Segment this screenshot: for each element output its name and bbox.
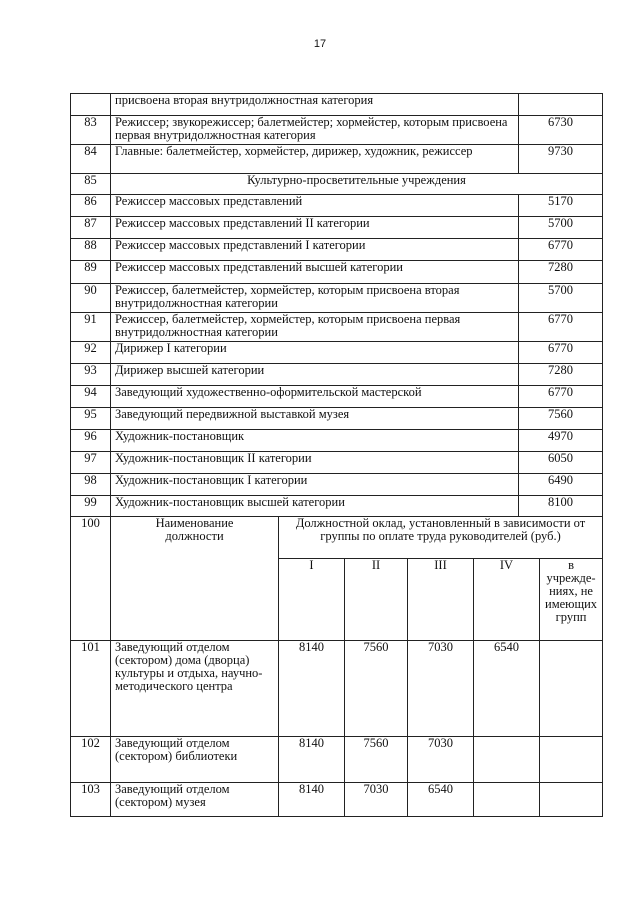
- position-title: Режиссер массовых представлений I категории: [111, 239, 519, 261]
- position-title: Художник-постановщик высшей категории: [111, 496, 519, 517]
- row-number: 96: [71, 430, 111, 452]
- salary-table: [70, 93, 603, 517]
- row-number: 94: [71, 386, 111, 408]
- row-number: 89: [71, 261, 111, 284]
- position-title: Режиссер, балетмейстер, хормейстер, которым присвоена первая внутридолжностная категории: [111, 313, 519, 342]
- salary-value: [540, 641, 603, 737]
- salary-value: [474, 783, 540, 817]
- group-salary-table: [70, 516, 603, 817]
- row-number: 95: [71, 408, 111, 430]
- section-row: [71, 174, 603, 195]
- salary-value: 7560: [519, 408, 603, 430]
- salary-value: 5700: [519, 217, 603, 239]
- row-number: 93: [71, 364, 111, 386]
- table-row: [71, 430, 603, 452]
- row-number: 86: [71, 195, 111, 217]
- salary-value: 7030: [408, 641, 474, 737]
- row-number: 87: [71, 217, 111, 239]
- salary-value: 8140: [279, 737, 345, 783]
- position-title: Режиссер массовых представлений II категории: [111, 217, 519, 239]
- table-row: [71, 116, 603, 145]
- table-row: [71, 474, 603, 496]
- salary-value: [540, 737, 603, 783]
- table-row: [71, 386, 603, 408]
- table-row: [71, 641, 603, 737]
- salary-value: [519, 94, 603, 116]
- row-number: 91: [71, 313, 111, 342]
- salary-value: 6770: [519, 313, 603, 342]
- row-number: 84: [71, 145, 111, 174]
- table-row: [71, 342, 603, 364]
- position-title: Режиссер, балетмейстер, хормейстер, которым присвоена вторая внутридолжностная категории: [111, 284, 519, 313]
- row-number: 83: [71, 116, 111, 145]
- table-row: [71, 284, 603, 313]
- group-header: IV: [474, 559, 540, 641]
- position-title: Художник-постановщик I категории: [111, 474, 519, 496]
- salary-value: 7280: [519, 364, 603, 386]
- salary-value: 9730: [519, 145, 603, 174]
- row-number: 100: [71, 517, 111, 641]
- row-number: 101: [71, 641, 111, 737]
- salary-value: 6770: [519, 386, 603, 408]
- row-number: [71, 94, 111, 116]
- position-title: Заведующий передвижной выставкой музея: [111, 408, 519, 430]
- salary-value: 5700: [519, 284, 603, 313]
- salary-value: 6490: [519, 474, 603, 496]
- position-title: Режиссер массовых представлений: [111, 195, 519, 217]
- salary-value: 6770: [519, 342, 603, 364]
- table-row: [71, 496, 603, 517]
- section-title: Культурно-просветительные учреждения: [111, 174, 603, 195]
- position-title: Художник-постановщик: [111, 430, 519, 452]
- table-row: [71, 737, 603, 783]
- name-column-header: Наименование должности: [111, 517, 279, 641]
- salary-value: 7560: [345, 737, 408, 783]
- row-number: 102: [71, 737, 111, 783]
- row-number: 88: [71, 239, 111, 261]
- table-row: [71, 217, 603, 239]
- table-row: [71, 94, 603, 116]
- salary-value: 7560: [345, 641, 408, 737]
- salary-value: 4970: [519, 430, 603, 452]
- position-title: Режиссер массовых представлений высшей категории: [111, 261, 519, 284]
- position-title: Дирижер I категории: [111, 342, 519, 364]
- group-header: II: [345, 559, 408, 641]
- group-header: III: [408, 559, 474, 641]
- salary-value: 7280: [519, 261, 603, 284]
- position-title: Заведующий художественно-оформительской мастерской: [111, 386, 519, 408]
- salary-value: [540, 783, 603, 817]
- table-row: [71, 239, 603, 261]
- row-number: 103: [71, 783, 111, 817]
- salary-value: [474, 737, 540, 783]
- salary-value: 5170: [519, 195, 603, 217]
- position-title: Заведующий отделом (сектором) дома (дворца) культуры и отдыха, научно-методического центра: [111, 641, 279, 737]
- salary-value: 6770: [519, 239, 603, 261]
- table-row: [71, 261, 603, 284]
- row-number: 99: [71, 496, 111, 517]
- table-row: [71, 783, 603, 817]
- salary-value: 6050: [519, 452, 603, 474]
- group-header: I: [279, 559, 345, 641]
- row-number: 92: [71, 342, 111, 364]
- group-header: в учрежде-ниях, не имеющих групп: [540, 559, 603, 641]
- row-number: 85: [71, 174, 111, 195]
- row-number: 97: [71, 452, 111, 474]
- salary-value: 6540: [474, 641, 540, 737]
- salary-value: 6730: [519, 116, 603, 145]
- header-row: [71, 517, 603, 559]
- row-number: 98: [71, 474, 111, 496]
- table-row: [71, 452, 603, 474]
- page-number: 17: [313, 38, 327, 50]
- table-row: [71, 364, 603, 386]
- salary-value: 7030: [345, 783, 408, 817]
- table-row: [71, 408, 603, 430]
- salary-value: 8140: [279, 783, 345, 817]
- position-title: Дирижер высшей категории: [111, 364, 519, 386]
- salary-column-header: Должностной оклад, установленный в зависимости от группы по оплате труда руководителей (руб.): [279, 517, 603, 559]
- salary-value: 8140: [279, 641, 345, 737]
- position-title: Заведующий отделом (сектором) музея: [111, 783, 279, 817]
- table-row: [71, 145, 603, 174]
- row-number: 90: [71, 284, 111, 313]
- table-row: [71, 195, 603, 217]
- table-row: [71, 313, 603, 342]
- position-title: Главные: балетмейстер, хормейстер, дирижер, художник, режиссер: [111, 145, 519, 174]
- salary-value: 6540: [408, 783, 474, 817]
- position-title: Режиссер; звукорежиссер; балетмейстер; хормейстер, которым присвоена первая внутридолжностная категория: [111, 116, 519, 145]
- position-title: Заведующий отделом (сектором) библиотеки: [111, 737, 279, 783]
- salary-value: 7030: [408, 737, 474, 783]
- salary-value: 8100: [519, 496, 603, 517]
- position-title: Художник-постановщик II категории: [111, 452, 519, 474]
- position-title: присвоена вторая внутридолжностная категория: [111, 94, 519, 116]
